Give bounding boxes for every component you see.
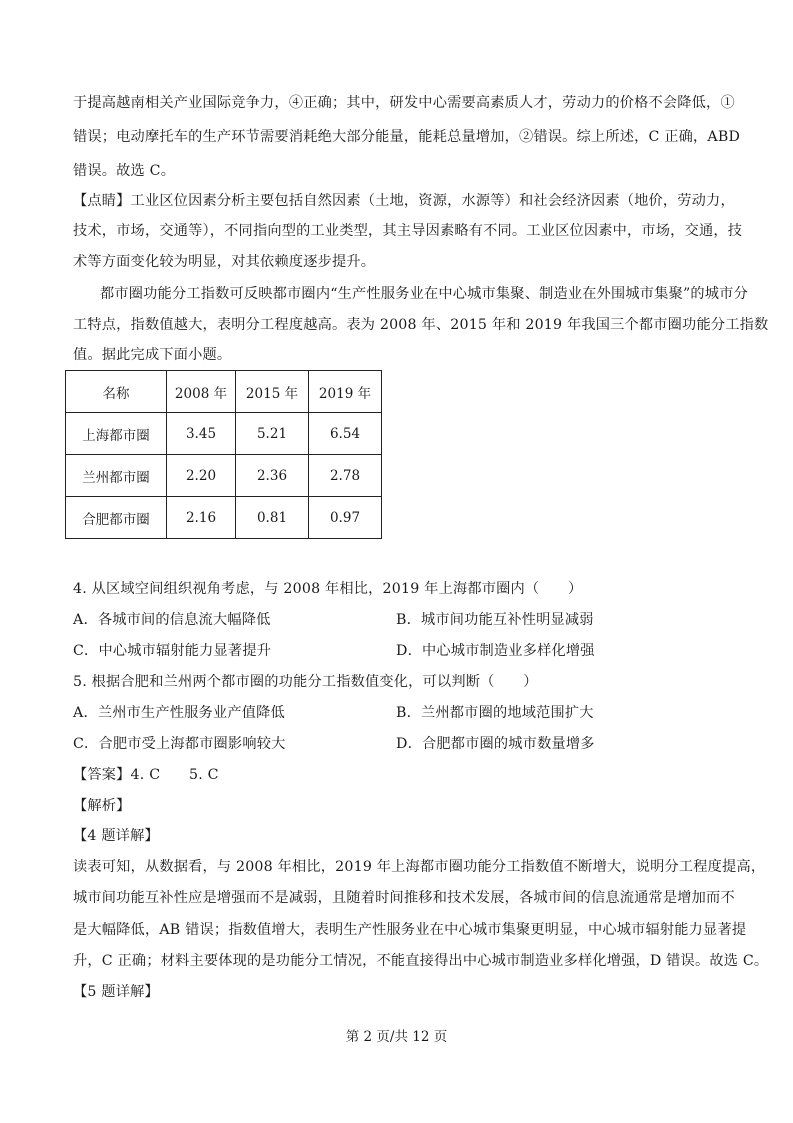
table-row — [66, 413, 382, 455]
table-header-cell: 名称 — [66, 371, 167, 413]
text-line: 错误。故选 C。 — [73, 163, 176, 179]
option-b: B．城市间功能互补性明显减弱 — [396, 612, 594, 628]
tip-line: 术等方面变化较为明显，对其依赖度逐步提升。 — [73, 254, 376, 270]
option-b: B．兰州都市圈的地域范围扩大 — [396, 705, 594, 721]
table-cell: 2.20 — [167, 455, 236, 497]
question-stem: 4. 从区域空间组织视角考虑，与 2008 年相比，2019 年上海都市圈内（ ） — [73, 581, 583, 597]
table-header-cell: 2008 年 — [167, 371, 236, 413]
option-d: D．中心城市制造业多样化增强 — [396, 643, 595, 659]
analysis-label: 【解析】 — [73, 798, 131, 814]
detail-line: 读表可知，从数据看，与 2008 年相比，2019 年上海都市圈功能分工指数值不断增大，说明分工程度提高， — [73, 859, 766, 875]
option-c: C．合肥市受上海都市圈影响较大 — [73, 736, 286, 752]
page-footer: 第 2 页/共 12 页 — [345, 1029, 448, 1045]
detail-4-label: 【4 题详解】 — [73, 828, 159, 844]
intro-line: 工特点，指数值越大，表明分工程度越高。表为 2008 年、2015 年和 2019 年我国三个都市圈功能分工指数 — [73, 317, 769, 333]
table-cell: 2.36 — [236, 455, 309, 497]
option-a: A．兰州市生产性服务业产值降低 — [73, 705, 285, 721]
detail-line: 是大幅降低，AB 错误；指数值增大，表明生产性服务业在中心城市集聚更明显，中心城市辐射能力显著提 — [73, 922, 747, 938]
table-cell: 2.16 — [167, 497, 236, 539]
table-header-cell: 2019 年 — [309, 371, 382, 413]
table-cell: 兰州都市圈 — [66, 455, 167, 497]
table-cell: 2.78 — [309, 455, 382, 497]
question-stem: 5. 根据合肥和兰州两个都市圈的功能分工指数值变化，可以判断（ ） — [73, 674, 538, 690]
table-cell: 合肥都市圈 — [66, 497, 167, 539]
option-c: C．中心城市辐射能力显著提升 — [73, 643, 272, 659]
index-table — [65, 370, 382, 539]
table-row — [66, 455, 382, 497]
table-cell: 上海都市圈 — [66, 413, 167, 455]
detail-line: 城市间功能互补性应是增强而不是减弱，且随着时间推移和技术发展，各城市间的信息流通常是增加而不 — [73, 890, 735, 906]
intro-line: 值。据此完成下面小题。 — [73, 347, 232, 363]
text-line: 错误；电动摩托车的生产环节需要消耗绝大部分能量，能耗总量增加，②错误。综上所述，C 正确，ABD — [73, 129, 741, 145]
intro-line: 都市圈功能分工指数可反映都市圈内“生产性服务业在中心城市集聚、制造业在外围城市集聚”的城市分 — [100, 286, 748, 302]
answer-line: 【答案】4. C 5. C — [73, 767, 219, 783]
table-cell: 5.21 — [236, 413, 309, 455]
detail-5-label: 【5 题详解】 — [73, 984, 159, 1000]
table-row — [66, 497, 382, 539]
option-a: A．各城市间的信息流大幅降低 — [73, 612, 271, 628]
option-d: D．合肥都市圈的城市数量增多 — [396, 736, 595, 752]
table-cell: 6.54 — [309, 413, 382, 455]
tip-line: 【点睛】工业区位因素分析主要包括自然因素（土地，资源，水源等）和社会经济因素（地价，劳动力， — [73, 193, 735, 209]
table-cell: 0.97 — [309, 497, 382, 539]
table-cell: 0.81 — [236, 497, 309, 539]
table-header-row — [66, 371, 382, 413]
detail-line: 升，C 正确；材料主要体现的是功能分工情况，不能直接得出中心城市制造业多样化增强，D 错误。故选 C。 — [73, 953, 769, 969]
table-header-cell: 2015 年 — [236, 371, 309, 413]
tip-line: 技术，市场，交通等），不同指向型的工业类型，其主导因素略有不同。工业区位因素中，市场，交通，技 — [73, 223, 743, 239]
text-line: 于提高越南相关产业国际竞争力，④正确；其中，研发中心需要高素质人才，劳动力的价格不会降低，① — [73, 95, 735, 111]
table-cell: 3.45 — [167, 413, 236, 455]
